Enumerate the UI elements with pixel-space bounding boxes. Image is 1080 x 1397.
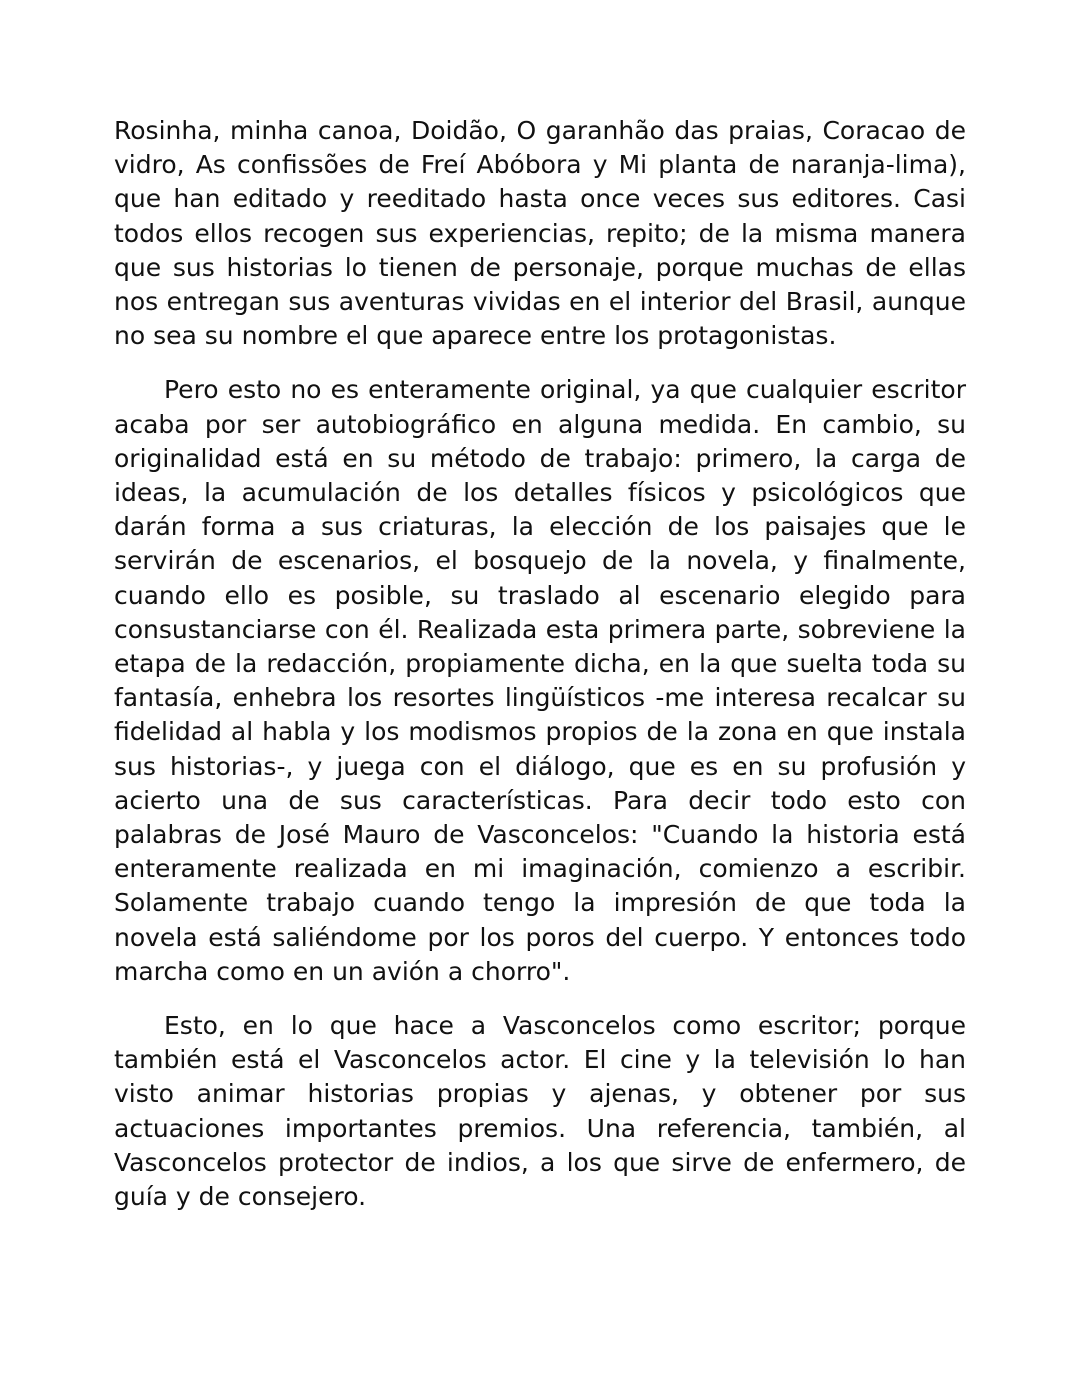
document-page bbox=[114, 114, 966, 1234]
paragraph-actor: Esto, en lo que hace a Vasconcelos como escritor; porque también está el Vasconcelos actor. El cine y la televisión lo han visto animar historias propias y ajenas, y obtener por sus actuaciones importantes premios. Una referencia, también, al Vasconcelos protector de indios, a los que sirve de enfermero, de guía y de consejero. bbox=[114, 1011, 966, 1212]
paragraph-method: Pero esto no es enteramente original, ya que cualquier escritor acaba por ser autobiográfico en alguna medida. En cambio, su originalidad está en su método de trabajo: primero, la carga de ideas, la acumulación de los detalles físicos y psicológicos que darán forma a sus criaturas, la elección de los paisajes que le servirán de escenarios, el bosquejo de la novela, y finalmente, cuando ello es posible, su traslado al escenario elegido para consustanciarse con él. Realizada esta primera parte, sobreviene la etapa de la redacción, propiamente dicha, en la que suelta toda su fantasía, enhebra los resortes lingüísticos -me interesa recalcar su fidelidad al habla y los modismos propios de la zona en que instala sus historias-, y juega con el diálogo, que es en su profusión y acierto una de sus características. Para decir todo esto con palabras de José Mauro de Vasconcelos: "Cuando la historia está enteramente realizada en mi imaginación, comienzo a escribir. Solamente trabajo cuando tengo la impresión de que toda la novela está saliéndome por los poros del cuerpo. Y entonces todo marcha como en un avión a chorro". bbox=[114, 375, 966, 986]
paragraph-continuation: Rosinha, minha canoa, Doidão, O garanhão das praias, Coracao de vidro, As confissões de Freí Abóbora y Mi planta de naranja-lima), que han editado y reeditado hasta once veces sus editores. Casi todos ellos recogen sus experiencias, repito; de la misma manera que sus historias lo tienen de personaje, porque muchas de ellas nos entregan sus aventuras vividas en el interior del Brasil, aunque no sea su nombre el que aparece entre los protagonistas. bbox=[114, 116, 966, 351]
